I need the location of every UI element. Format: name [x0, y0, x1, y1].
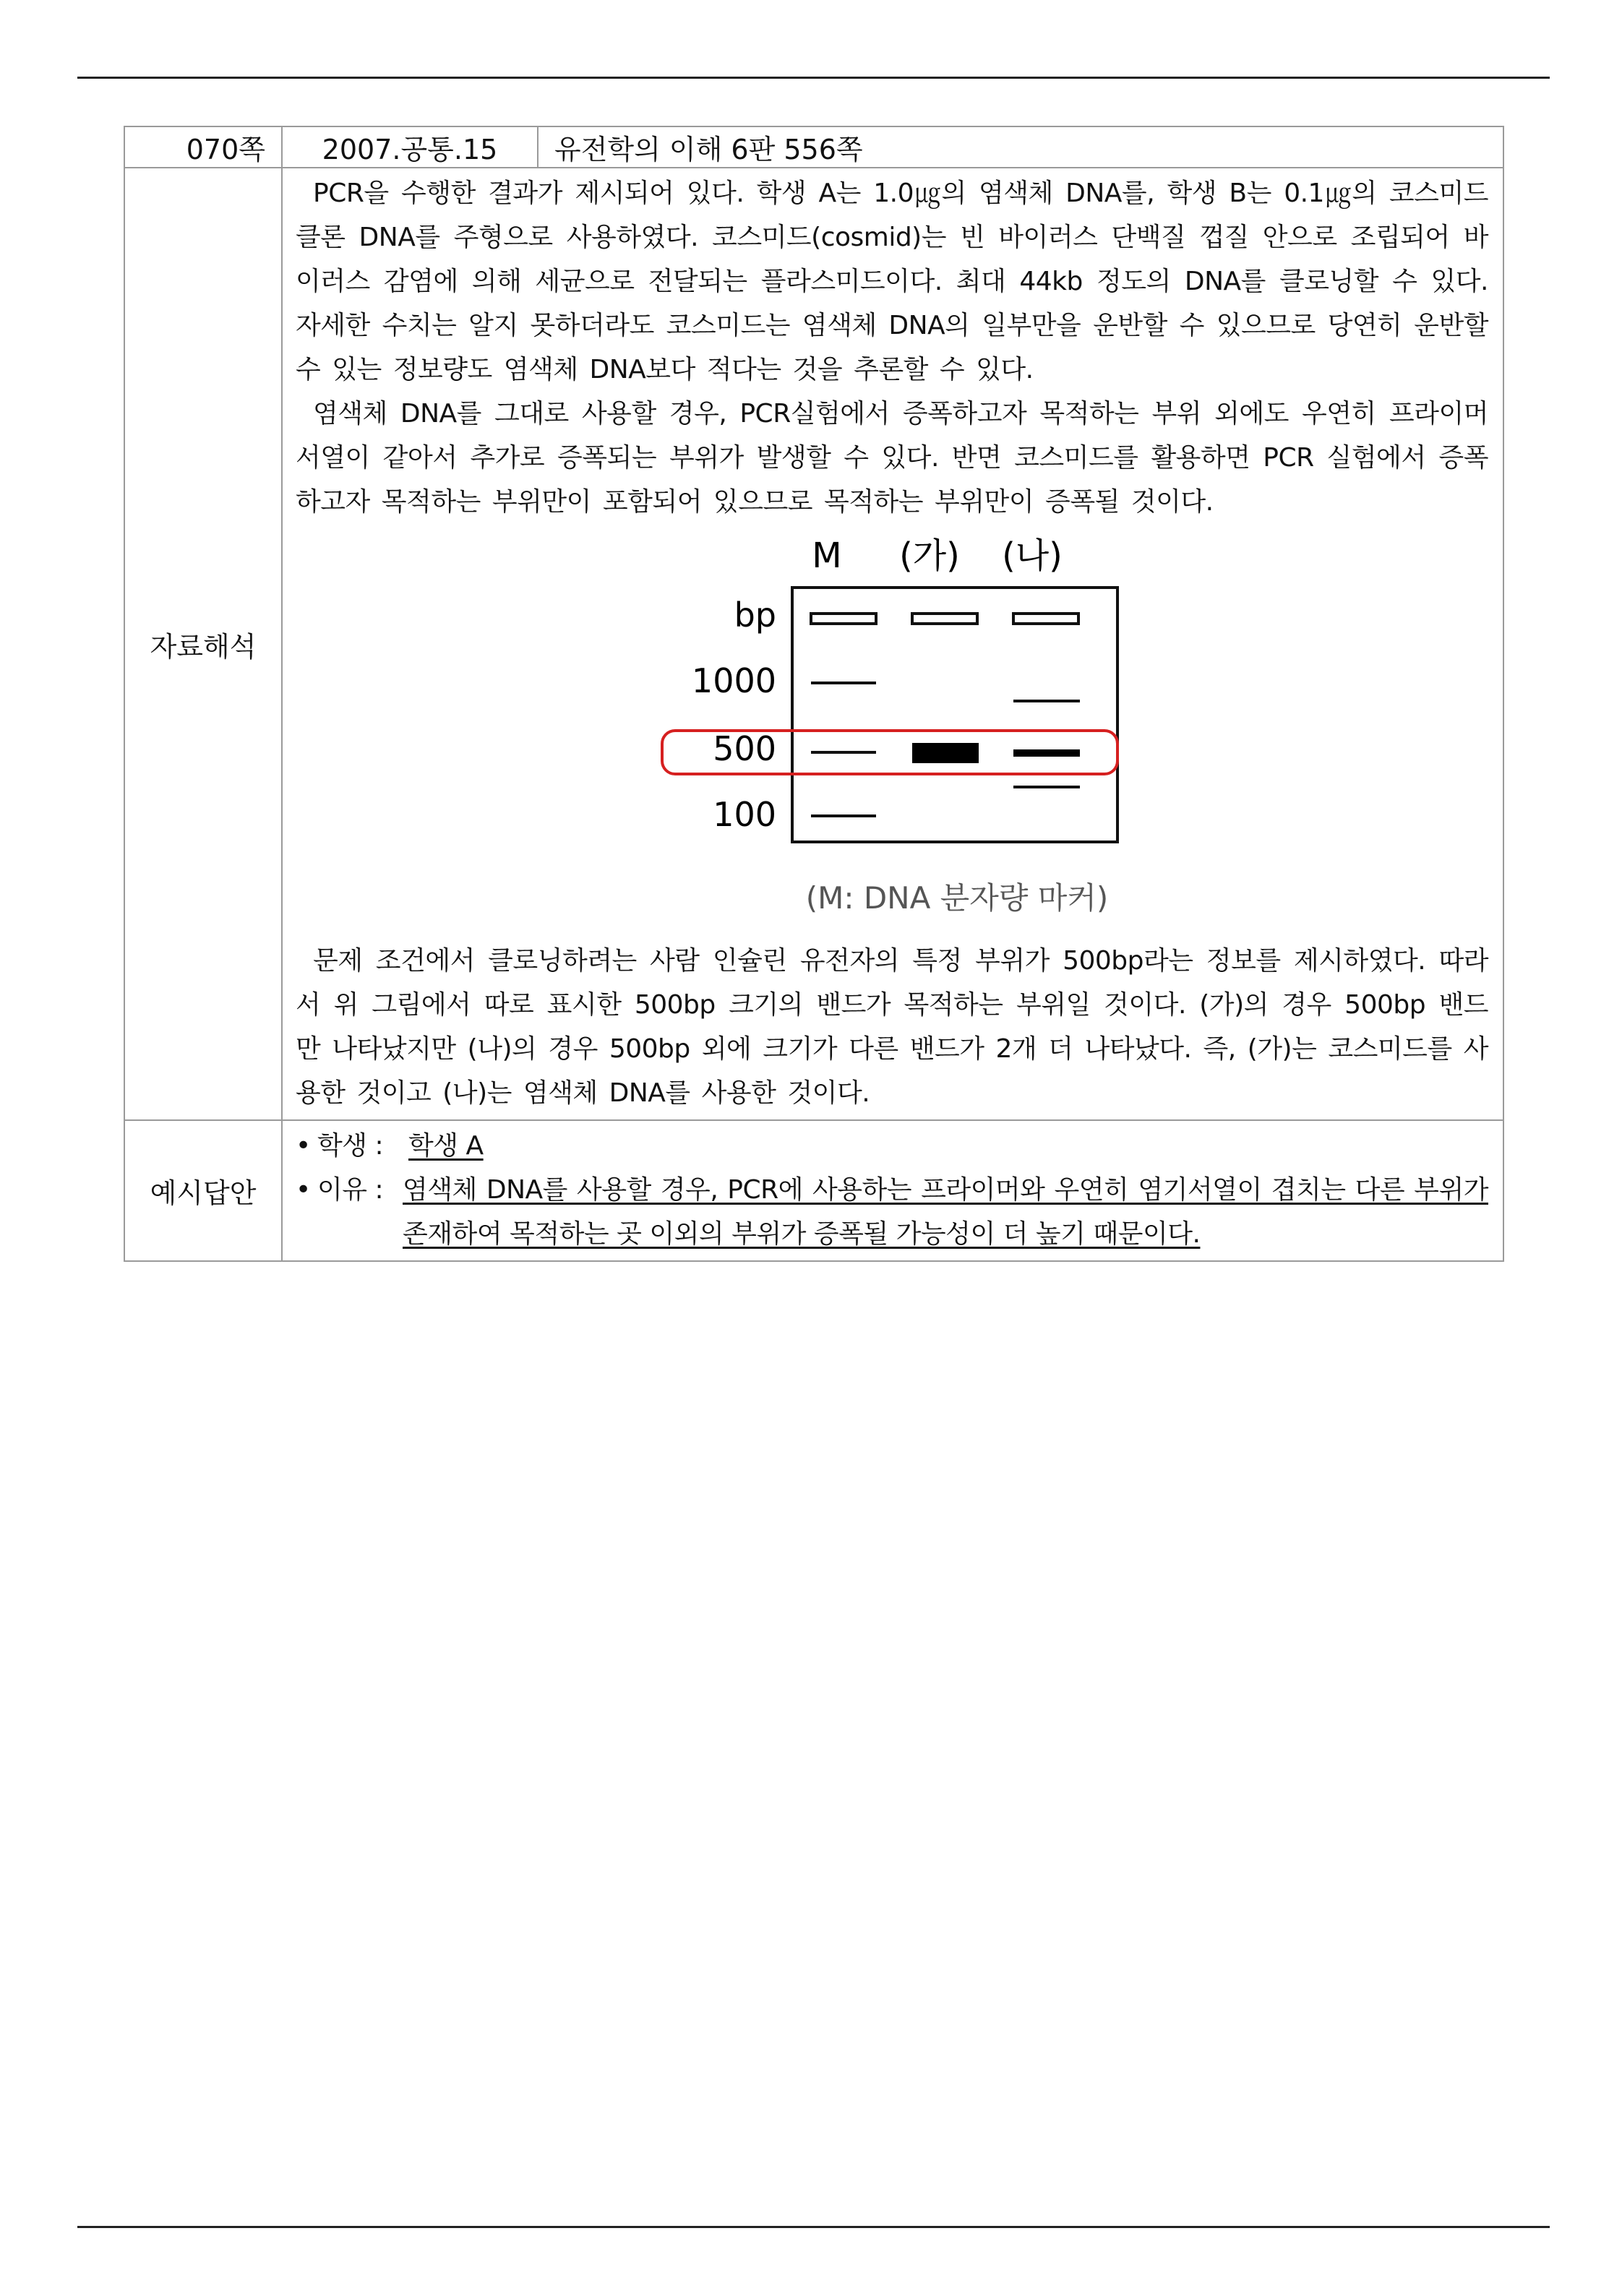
gel-caption: (M: DNA 분자량 마커): [805, 880, 1109, 916]
band-m-1000: [811, 682, 876, 684]
bottom-rule: [77, 2226, 1550, 2228]
analysis-paragraph: 염색체 DNA를 그대로 사용할 경우, PCR실험에서 증폭하고자 목적하는 부위 외에도 우연히 프라이머 서열이 같아서 추가로 증폭되는 부위가 발생할 수 있다. 반면 코스미드를 활용하면 PCR 실험에서 증폭하고자 목적하는 부위만이 포함되어 있으므로 목적하는 부위만이 증폭될 것이다.: [296, 399, 1488, 517]
page-ref: 070쪽: [124, 126, 282, 168]
size-label-1000: 1000: [691, 661, 776, 700]
band-na-upper: [1013, 700, 1080, 702]
bullet-icon: •: [296, 1131, 311, 1161]
answer-body: [282, 1120, 1503, 1261]
analysis-label: 자료해석: [124, 168, 282, 1120]
band-ga-500: [912, 743, 979, 763]
lane-label-na: (나): [1002, 536, 1063, 576]
band-m-100: [811, 814, 876, 817]
answer-value: 염색체 DNA를 사용할 경우, PCR에 사용하는 프라이머와 우연히 염기서열이 겹치는 다른 부위가 존재하여 목적하는 곳 이외의 부위가 증폭될 가능성이 더 높기 때문이다.: [403, 1175, 1488, 1249]
lane-label-ga: (가): [899, 536, 960, 576]
top-rule: [77, 77, 1550, 79]
bullet-icon: •: [296, 1175, 311, 1205]
analysis-conclusion: 문제 조건에서 클로닝하려는 사람 인슐린 유전자의 특정 부위가 500bp라는 정보를 제시하였다. 따라서 위 그림에서 따로 표시한 500bp 크기의 밴드가 목적하는 부위일 것이다. (가)의 경우 500bp 밴드만 나타났지만 (나)의 경우 500bp 외에 크기가 다른 밴드가 2개 더 나타났다. 즉, (가)는 코스미드를 사용한 것이고 (나)는 염색체 DNA를 사용한 것이다.: [296, 946, 1488, 1108]
answer-value: 학생 A: [408, 1131, 484, 1161]
analysis-body: [282, 168, 1503, 1120]
size-label-100: 100: [713, 795, 776, 834]
well-ga: [912, 614, 977, 624]
size-label-500: 500: [713, 729, 776, 768]
source-ref: 2007.공통.15: [282, 126, 538, 168]
answer-table: [124, 126, 1504, 1262]
header-row: [124, 126, 1503, 168]
gel-frame: [792, 588, 1117, 842]
band-na-500: [1013, 749, 1080, 757]
answer-label: 예시답안: [124, 1120, 282, 1261]
lane-label-m: M: [812, 536, 842, 576]
well-m: [811, 614, 876, 624]
analysis-row: [124, 168, 1503, 1120]
answer-key: 이유 :: [317, 1175, 384, 1205]
answer-row: [124, 1120, 1503, 1261]
unit-label: bp: [734, 596, 776, 635]
well-na: [1013, 614, 1078, 624]
answer-item-reason: [296, 1168, 1488, 1256]
answer-key: 학생 :: [317, 1131, 384, 1161]
book-ref: 유전학의 이해 6판 556쪽: [538, 126, 1503, 168]
band-na-lower: [1013, 786, 1080, 788]
band-m-500: [811, 751, 876, 754]
analysis-paragraph: PCR을 수행한 결과가 제시되어 있다. 학생 A는 1.0㎍의 염색체 DNA를, 학생 B는 0.1㎍의 코스미드 클론 DNA를 주형으로 사용하였다. 코스미드(cosmid)는 빈 바이러스 단백질 껍질 안으로 조립되어 바이러스 감염에 의해 세균으로 전달되는 플라스미드이다. 최대 44kb 정도의 DNA를 클로닝할 수 있다. 자세한 수치는 알지 못하더라도 코스미드는 염색체 DNA의 일부만을 운반할 수 있으므로 당연히 운반할 수 있는 정보량도 염색체 DNA보다 적다는 것을 추론할 수 있다.: [296, 179, 1488, 384]
answer-item-student: [296, 1124, 1488, 1168]
gel-electrophoresis-figure: [653, 531, 1130, 936]
